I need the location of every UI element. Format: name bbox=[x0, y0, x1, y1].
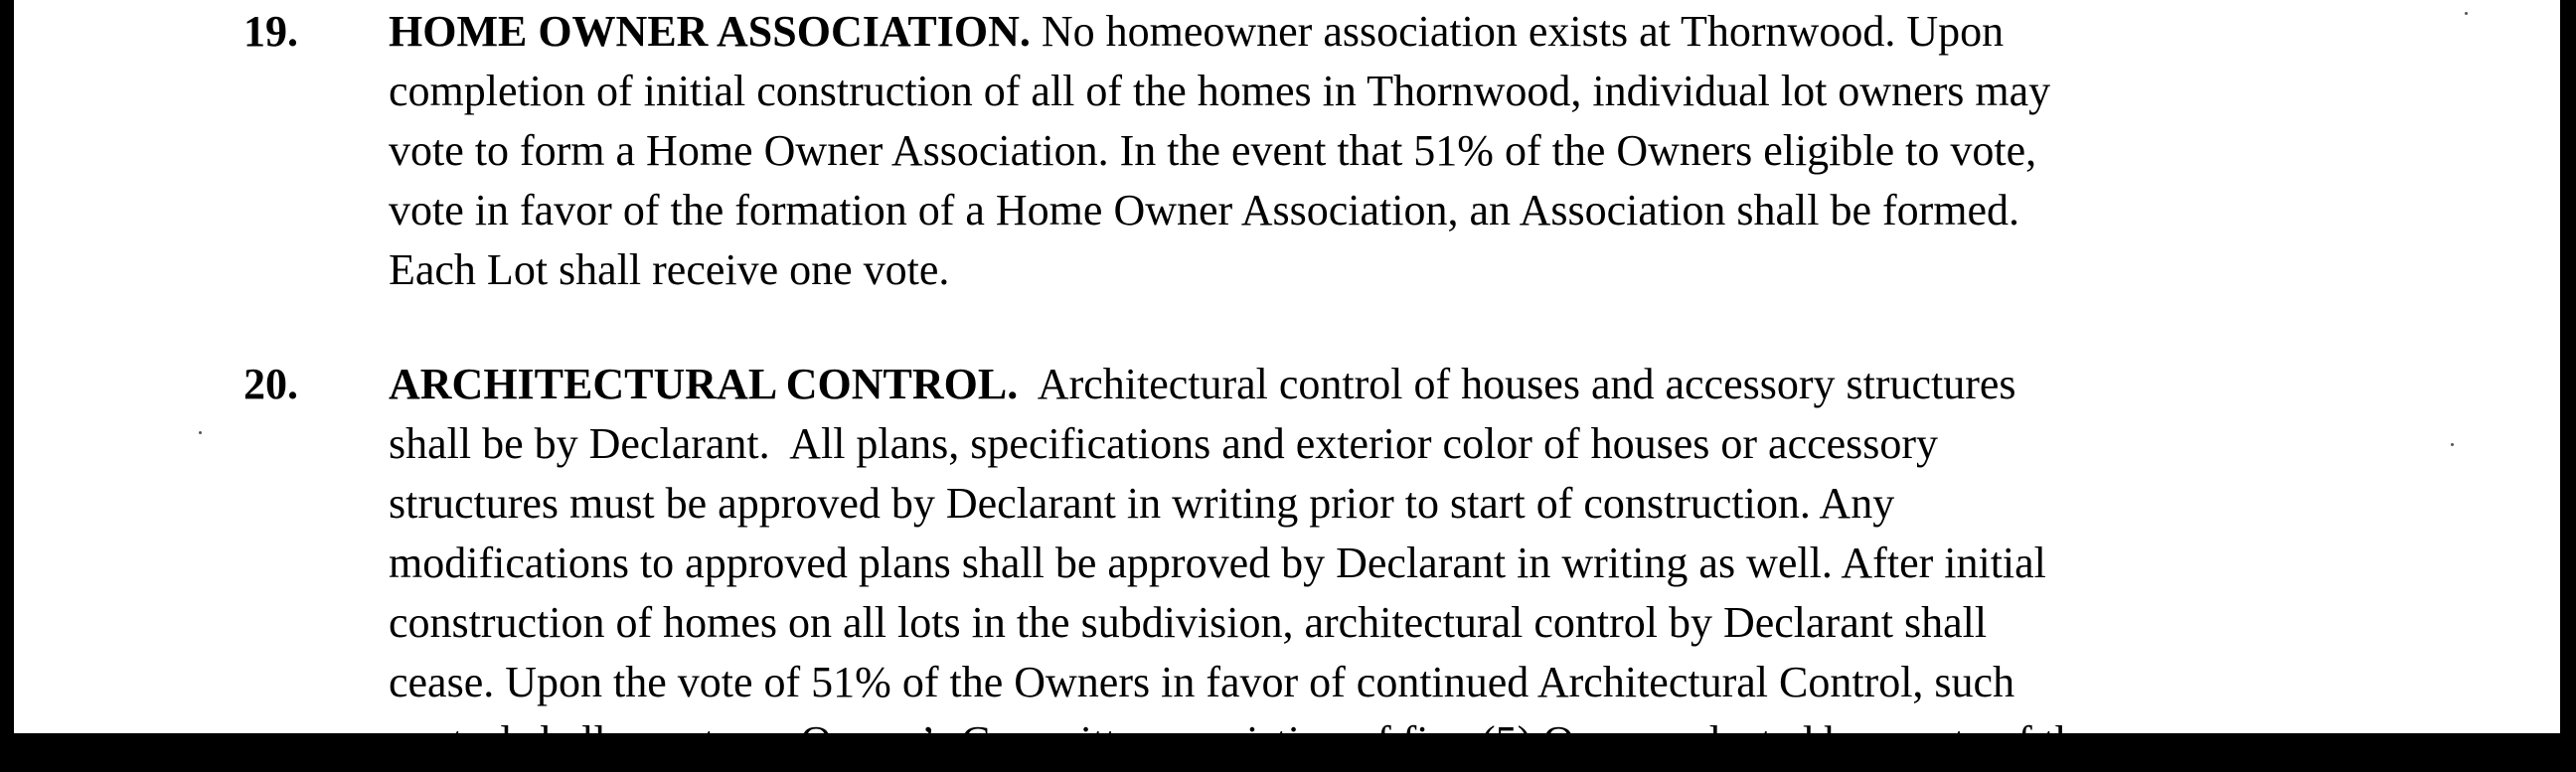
section-line-cut-off: control shall pass to an Owner’s Committee consisting of five (5) Owners elected by a vote of the bbox=[389, 717, 2097, 766]
document-page bbox=[14, 0, 2560, 766]
section-body bbox=[389, 2, 2376, 300]
section-line: cease. Upon the vote of 51% of the Owners in favor of continued Architectural Control, such bbox=[389, 658, 2015, 706]
section-line bbox=[389, 2, 2376, 62]
scan-speck bbox=[199, 431, 202, 434]
scan-speck bbox=[2451, 443, 2454, 446]
section-line: construction of homes on all lots in the subdivision, architectural control by Declarant shall bbox=[389, 598, 1988, 647]
section-body bbox=[389, 355, 2376, 772]
section-line: completion of initial construction of all of the homes in Thornwood, individual lot owners may bbox=[389, 67, 2051, 115]
section-line: modifications to approved plans shall be approved by Declarant in writing as well. After initial bbox=[389, 539, 2046, 587]
section-line bbox=[389, 355, 2376, 414]
section-line: Each Lot shall receive one vote. bbox=[389, 245, 950, 294]
section-line: vote to form a Home Owner Association. In the event that 51% of the Owners eligible to vote, bbox=[389, 126, 2037, 175]
section-number: 19. bbox=[243, 7, 298, 56]
section-text: No homeowner association exists at Thornwood. Upon bbox=[1030, 7, 2005, 56]
section-number: 20. bbox=[243, 360, 298, 408]
section-line: structures must be approved by Declarant in writing prior to start of construction. Any bbox=[389, 479, 1895, 528]
section-heading: ARCHITECTURAL CONTROL. bbox=[389, 360, 1019, 408]
section-line: vote in favor of the formation of a Home Owner Association, an Association shall be formed. bbox=[389, 186, 2020, 234]
section-text: Architectural control of houses and accessory structures bbox=[1018, 360, 2016, 408]
section-heading: HOME OWNER ASSOCIATION. bbox=[389, 7, 1031, 56]
scan-speck bbox=[2465, 12, 2468, 15]
section-line: shall be by Declarant. All plans, specifications and exterior color of houses or accessory bbox=[389, 419, 1939, 468]
